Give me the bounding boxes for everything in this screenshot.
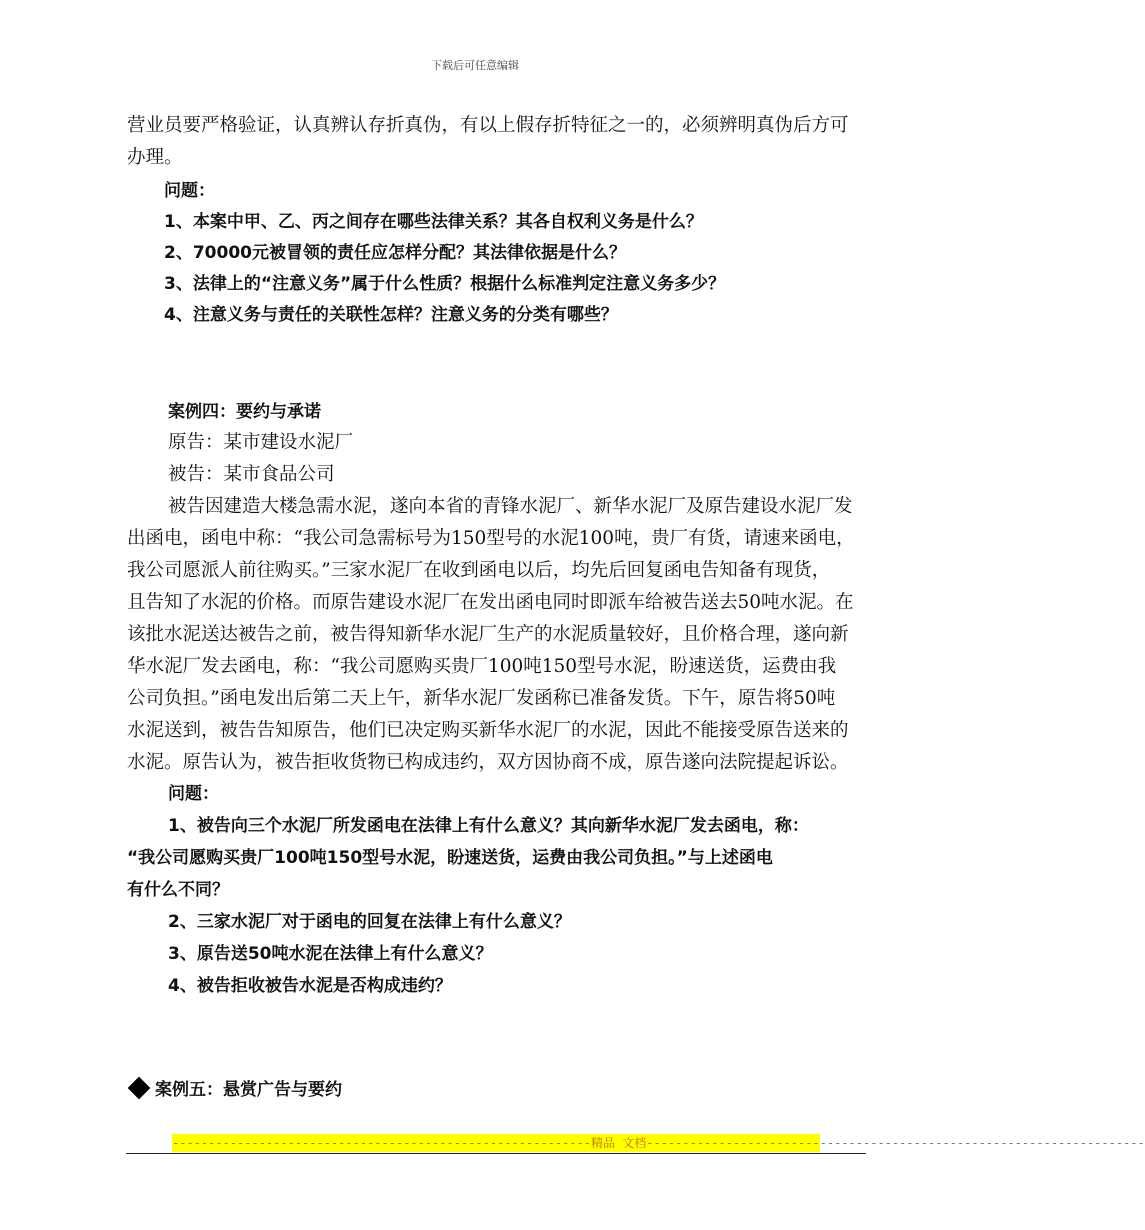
case-five-heading	[131, 1075, 342, 1105]
defendant-line: 被告：某市食品公司	[168, 464, 335, 485]
case-body-line: 水泥送到，被告告知原告，他们已决定购买新华水泥厂的水泥，因此不能接受原告送来的	[127, 720, 849, 741]
footer-rule	[126, 1153, 866, 1154]
question-item: 有什么不同？	[127, 880, 229, 900]
question-item: 2、70000元被冒领的责任应怎样分配？其法律依据是什么？	[164, 243, 626, 263]
case-body-line: 华水泥厂发去函电，称：“我公司愿购买贵厂100吨150型号水泥，盼速送货，运费由我	[127, 656, 837, 677]
question-item: 4、注意义务与责任的关联性怎样？注意义务的分类有哪些？	[164, 305, 618, 325]
case-five-title: 案例五：悬赏广告与要约	[155, 1080, 342, 1100]
question-item: 3、原告送50吨水泥在法律上有什么意义？	[168, 944, 493, 964]
paragraph-line: 营业员要严格验证，认真辨认存折真伪，有以上假存折特征之一的，必须辨明真伪后方可	[127, 115, 849, 136]
question-item: 2、三家水泥厂对于函电的回复在法律上有什么意义？	[168, 912, 571, 932]
case-body-line: 我公司愿派人前往购买。”三家水泥厂在收到函电以后，均先后回复函电告知备有现货，	[127, 560, 831, 581]
plaintiff-line: 原告：某市建设水泥厂	[168, 432, 354, 453]
case-body-line: 且告知了水泥的价格。而原告建设水泥厂在发出函电同时即派车给被告送去50吨水泥。在	[127, 592, 854, 613]
question-item: 3、法律上的“注意义务”属于什么性质？根据什么标准判定注意义务多少？	[164, 274, 726, 294]
case-body-line: 被告因建造大楼急需水泥，遂向本省的青锋水泥厂、新华水泥厂及原告建设水泥厂发	[168, 496, 853, 517]
case-body-line: 出函电，函电中称：“我公司急需标号为150型号的水泥100吨，贵厂有货，请速来函电，	[127, 528, 855, 549]
question-item: 1、本案中甲、乙、丙之间存在哪些法律关系？其各自权利义务是什么？	[164, 212, 703, 232]
diamond-bullet-icon	[128, 1077, 151, 1100]
case-body-line: 水泥。原告认为，被告拒收货物已构成违约，双方因协商不成，原告遂向法院提起诉讼。	[127, 752, 849, 773]
paragraph-line: 办理。	[127, 147, 183, 168]
question-item: 1、被告向三个水泥厂所发函电在法律上有什么意义？其向新华水泥厂发去函电，称：	[168, 816, 809, 836]
question-item: “我公司愿购买贵厂100吨150型号水泥，盼速送货，运费由我公司负担。”与上述函电	[127, 848, 773, 868]
questions-label: 问题：	[164, 181, 215, 201]
question-item: 4、被告拒收被告水泥是否构成违约？	[168, 976, 452, 996]
questions-label: 问题：	[168, 784, 219, 804]
case-body-line: 公司负担。”函电发出后第二天上午，新华水泥厂发函称已准备发货。下午，原告将50吨	[127, 688, 836, 709]
case-four-title: 案例四：要约与承诺	[168, 402, 321, 422]
footer-banner: ----------------------------------------------------------精品 文档---------------------------------------------------------------------	[172, 1136, 1145, 1150]
case-body-line: 该批水泥送达被告之前，被告得知新华水泥厂生产的水泥质量较好，且价格合理，遂向新	[127, 624, 849, 645]
page-header: 下载后可任意编辑	[431, 59, 519, 72]
